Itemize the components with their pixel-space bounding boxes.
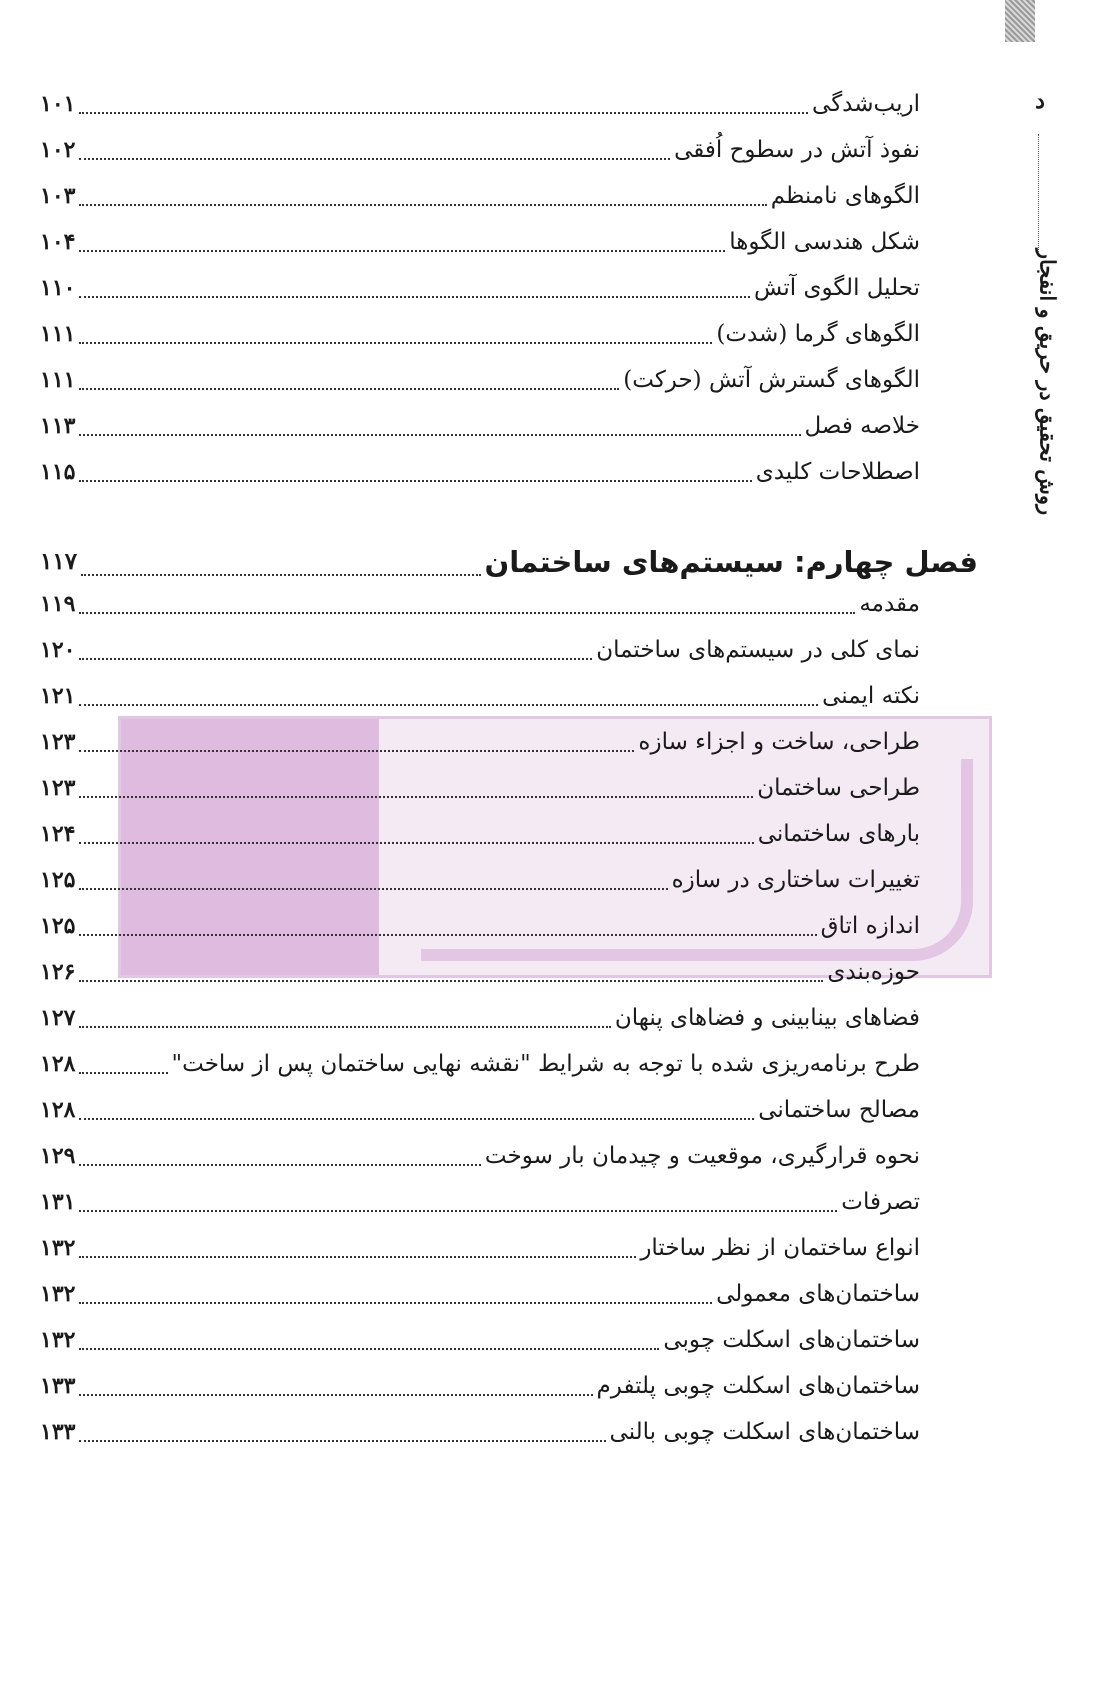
chapter-title: فصل چهارم: سیستم‌های ساختمان — [484, 545, 978, 579]
toc-entry — [40, 630, 920, 670]
toc-entry-title: الگوهای نامنظم — [770, 183, 920, 209]
toc-entry-page: ۱۲۵ — [40, 867, 76, 893]
toc-entry-title: شکل هندسی الگوها — [729, 229, 920, 255]
toc-leader — [79, 980, 823, 982]
toc-entry-title: اریب‌شدگی — [812, 91, 920, 117]
toc-leader — [81, 574, 480, 576]
toc-entry-page: ۱۲۳ — [40, 775, 76, 801]
chapter-page: ۱۱۷ — [40, 548, 78, 575]
toc-entry-page: ۱۳۳ — [40, 1373, 76, 1399]
toc-leader — [79, 158, 670, 160]
toc-leader — [79, 888, 667, 890]
toc-entry-title: طراحی، ساخت و اجزاء سازه — [638, 729, 920, 755]
toc-entry — [40, 1136, 920, 1176]
toc-entry — [40, 1044, 920, 1084]
toc-entry — [40, 1274, 920, 1314]
toc-entry — [40, 906, 920, 946]
toc-entry — [40, 676, 920, 716]
toc-entry-page: ۱۱۱ — [40, 321, 76, 347]
toc-entry-page: ۱۱۰ — [40, 275, 76, 301]
toc-entry-title: تصرفات — [841, 1189, 920, 1215]
toc-entry-title: نحوه قرارگیری، موقعیت و چیدمان بار سوخت — [484, 1143, 920, 1169]
toc-leader — [79, 480, 751, 482]
toc-entry-title: ساختمان‌های اسکلت چوبی پلتفرم — [596, 1373, 920, 1399]
toc-entry-title: خلاصه فصل — [804, 413, 920, 439]
toc-leader — [79, 1302, 712, 1304]
toc-entry-title: نفوذ آتش در سطوح اُفقی — [674, 137, 920, 163]
toc-entry-title: طراحی ساختمان — [757, 775, 920, 801]
toc-entry-page: ۱۳۳ — [40, 1419, 76, 1445]
toc-entry-title: الگوهای گرما (شدت) — [716, 321, 920, 347]
toc-entry — [40, 814, 920, 854]
toc-leader — [79, 112, 808, 114]
toc-leader — [79, 388, 619, 390]
toc-entry-title: تغییرات ساختاری در سازه — [671, 867, 920, 893]
toc-entry-page: ۱۰۲ — [40, 137, 76, 163]
toc-entry-page: ۱۱۱ — [40, 367, 76, 393]
toc-entry — [40, 998, 920, 1038]
toc-entry — [40, 1412, 920, 1452]
toc-leader — [79, 204, 766, 206]
toc-entry-page: ۱۲۰ — [40, 637, 76, 663]
toc-leader — [79, 934, 816, 936]
toc-entry-page: ۱۲۹ — [40, 1143, 76, 1169]
toc-entry-title: نکته ایمنی — [822, 683, 920, 709]
toc-leader — [79, 296, 750, 298]
toc-leader — [79, 750, 634, 752]
toc-entry-page: ۱۲۴ — [40, 821, 76, 847]
toc-entry-page: ۱۳۲ — [40, 1281, 76, 1307]
toc-entry-title: ساختمان‌های اسکلت چوبی — [663, 1327, 920, 1353]
scan-corner-mark — [1005, 0, 1035, 42]
toc-leader — [79, 704, 818, 706]
toc-entry-title: ساختمان‌های معمولی — [716, 1281, 920, 1307]
toc-entry-page: ۱۲۶ — [40, 959, 76, 985]
side-divider — [1038, 134, 1039, 254]
toc-entry-page: ۱۱۵ — [40, 459, 76, 485]
toc-entry-page: ۱۲۵ — [40, 913, 76, 939]
toc-entry-page: ۱۱۳ — [40, 413, 76, 439]
toc-leader — [79, 434, 800, 436]
toc-leader — [79, 1072, 167, 1074]
toc-entry — [40, 1090, 920, 1130]
toc-leader — [79, 1348, 659, 1350]
toc-leader — [79, 1256, 636, 1258]
toc-entry-page: ۱۳۲ — [40, 1235, 76, 1261]
toc-entry — [40, 452, 920, 492]
toc-leader — [79, 250, 725, 252]
toc-entry-page: ۱۱۹ — [40, 591, 76, 617]
toc-entry-title: اندازه اتاق — [820, 913, 920, 939]
toc-entry — [40, 1320, 920, 1360]
toc-entry-title: حوزه‌بندی — [827, 959, 920, 985]
toc-entry-page: ۱۲۷ — [40, 1005, 76, 1031]
toc-entry-title: تحلیل الگوی آتش — [754, 275, 920, 301]
toc-entry-title: اصطلاحات کلیدی — [755, 459, 920, 485]
toc-entry — [40, 222, 920, 262]
toc-entry — [40, 268, 920, 308]
toc-entry — [40, 130, 920, 170]
toc-entry — [40, 360, 920, 400]
toc-entry — [40, 722, 920, 762]
toc-leader — [79, 1118, 754, 1120]
toc-entry — [40, 1228, 920, 1268]
toc-entry-page: ۱۲۱ — [40, 683, 76, 709]
toc-entry-title: ساختمان‌های اسکلت چوبی بالنی — [609, 1419, 920, 1445]
toc-leader — [79, 1026, 610, 1028]
toc-entry-page: ۱۲۸ — [40, 1051, 76, 1077]
toc-leader — [79, 842, 753, 844]
toc-entry — [40, 84, 920, 124]
page-number-letter: د — [1035, 88, 1045, 114]
toc-entry-title: بارهای ساختمانی — [757, 821, 920, 847]
toc-entry — [40, 406, 920, 446]
running-title-text: روش تحقیق در حریق و انفجار — [1035, 248, 1061, 516]
toc-entry-page: ۱۰۳ — [40, 183, 76, 209]
toc-entry-title: مصالح ساختمانی — [758, 1097, 920, 1123]
toc-entry-page: ۱۰۴ — [40, 229, 76, 255]
toc-entry-title: انواع ساختمان از نظر ساختار — [640, 1235, 920, 1261]
toc-leader — [79, 1164, 480, 1166]
toc-leader — [79, 1394, 592, 1396]
toc-entry — [40, 952, 920, 992]
toc-entry — [40, 584, 920, 624]
toc-entry-page: ۱۳۲ — [40, 1327, 76, 1353]
toc-entry — [40, 176, 920, 216]
toc-leader — [79, 342, 712, 344]
toc-entry — [40, 314, 920, 354]
toc-entry-title: الگوهای گسترش آتش (حرکت) — [623, 367, 920, 393]
toc-entry-page: ۱۰۱ — [40, 91, 76, 117]
toc-entry — [40, 1366, 920, 1406]
toc-entry — [40, 1182, 920, 1222]
toc-entry-title: نمای کلی در سیستم‌های ساختمان — [596, 637, 920, 663]
toc-leader — [79, 1210, 837, 1212]
chapter-heading — [40, 538, 978, 586]
toc-entry-title: مقدمه — [859, 591, 920, 617]
toc-leader — [79, 658, 592, 660]
toc-leader — [79, 612, 855, 614]
toc-entry-page: ۱۲۸ — [40, 1097, 76, 1123]
toc-leader — [79, 1440, 605, 1442]
toc-entry-title: طرح برنامه‌ریزی شده با توجه به شرایط "نقشه نهایی ساختمان پس از ساخت" — [171, 1051, 920, 1077]
toc-entry-page: ۱۳۱ — [40, 1189, 76, 1215]
toc-leader — [79, 796, 753, 798]
toc-entry — [40, 768, 920, 808]
toc-entry-title: فضاهای بینابینی و فضاهای پنهان — [614, 1005, 920, 1031]
toc-entry — [40, 860, 920, 900]
toc-entry-page: ۱۲۳ — [40, 729, 76, 755]
